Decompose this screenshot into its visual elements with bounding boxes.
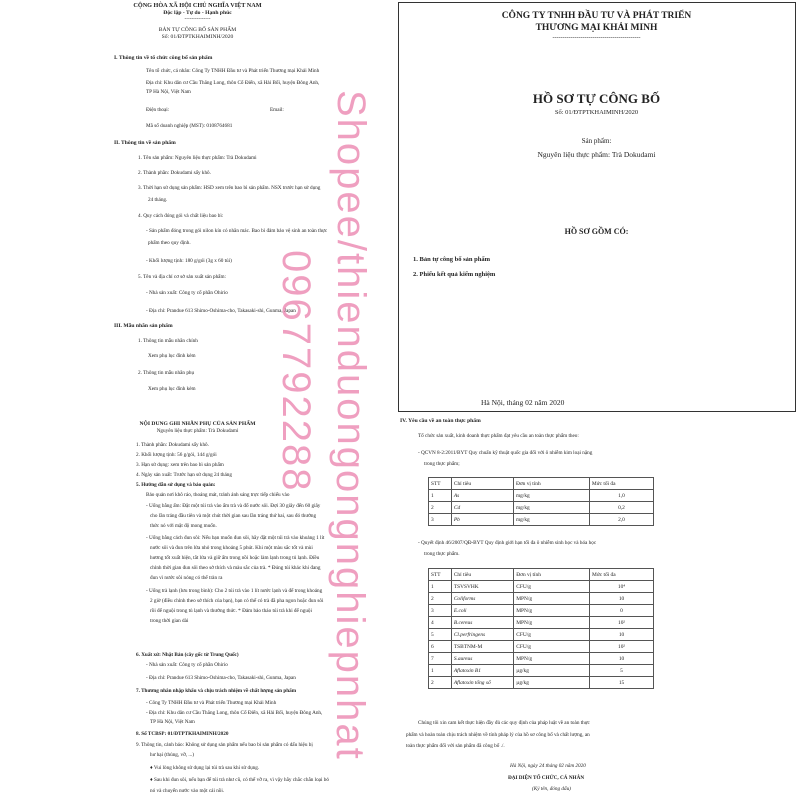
- cell: S.aureus: [451, 653, 513, 665]
- commitment-3: toàn thực phẩm đối với sản phẩm đã công bố ./.: [406, 743, 505, 749]
- usage-pot-3: thức nó với mật độ mong muốn.: [150, 523, 217, 529]
- cell: Aflatoxin tổng số: [451, 677, 513, 689]
- product-name-cover: Nguyên liệu thực phẩm: Trà Dokudami: [537, 150, 656, 159]
- standard-2-line-2: trong thực phẩm.: [424, 551, 460, 557]
- sub-label-see: Xem phụ lục đính kèm: [148, 386, 196, 392]
- signature-date: Hà Nội, ngày 24 tháng 02 năm 2020: [510, 763, 586, 769]
- cover-date: Hà Nội, tháng 02 năm 2020: [481, 398, 565, 407]
- commitment-1: Chúng tôi xin cam kết thực hiện đầy đủ các quy định của pháp luật về an toàn thực: [418, 720, 590, 726]
- product-ingredients: 2. Thành phần: Dokudami sấy khô.: [138, 170, 211, 176]
- manufacturer-address: - Địa chỉ: Prandue 613 Shimo-Oshima-cho, Takasaki-shi, Gunma, Japan: [146, 308, 296, 314]
- watermark-phone: 0967792288: [274, 250, 318, 493]
- table-row: [429, 677, 654, 689]
- cell: 1,0: [589, 490, 653, 502]
- usage-boil-4: chỉnh thời gian đun sôi theo sở thích và màu sắc của trà. * Đúng túi khác khi đang: [150, 565, 321, 571]
- org-tax-code: Mã số doanh nghiệp (MST): 0108764681: [146, 123, 233, 129]
- table-row: [429, 581, 654, 593]
- declaration-number: Số: 01/ĐTPTKHAIMINH/2020: [161, 34, 234, 40]
- cell: 7: [429, 653, 452, 665]
- col-header: Chỉ tiêu: [451, 478, 513, 490]
- cell: 10: [590, 653, 654, 665]
- safety-heading: IV. Yêu cầu về an toàn thực phẩm: [400, 418, 481, 424]
- label-storage: Bảo quản nơi khô ráo, thoáng mát, tránh ánh sáng trực tiếp chiếu vào: [146, 492, 290, 498]
- label-content-title: NỘI DUNG GHI NHÃN PHỤ CỦA SẢN PHẨM: [139, 421, 256, 427]
- cell: As: [451, 490, 513, 502]
- label-origin: 6. Xuất xứ: Nhật Bản (cây gốc từ Trung Quốc): [136, 652, 239, 658]
- org-phone: Điện thoại:: [146, 107, 170, 113]
- cell: mg/kg: [513, 490, 589, 502]
- table-row: [429, 629, 654, 641]
- label-manufacturer: - Nhà sản xuất: Công ty cổ phần Ohirio: [146, 662, 228, 668]
- heavy-metals-table: [428, 477, 654, 526]
- cell: 5: [429, 629, 452, 641]
- cell: µg/kg: [514, 677, 590, 689]
- microbiology-table: [428, 568, 654, 689]
- dossier-number: Số: 01/ĐTPTKHAIMINH/2020: [554, 109, 639, 116]
- dossier-title: HỒ SƠ TỰ CÔNG BỐ: [532, 91, 661, 106]
- standard-1-line-1: - QCVN 8-2:2011/BYT Quy chuẩn kỹ thuật quốc gia đối với ô nhiễm kim loại nặng: [418, 450, 593, 456]
- table-header: [429, 478, 654, 490]
- label-registration-number: 8. Số TCBSP: 01/ĐTPTKHAIMINH/2020: [136, 731, 229, 737]
- label-warning-3: ♦ Vui lòng không sử dụng lại túi trà sau khi sử dụng.: [150, 765, 260, 771]
- cell: µg/kg: [514, 665, 590, 677]
- declaration-title: BẢN TỰ CÔNG BỐ SẢN PHẨM: [158, 27, 237, 33]
- label-importer-heading: 7. Thương nhân nhập khẩu và chịu trách nhiệm về chất lượng sản phẩm: [136, 688, 297, 694]
- cell: mg/kg: [513, 514, 589, 526]
- cell: CFU/g: [514, 581, 590, 593]
- contents-title: HỒ SƠ GỒM CÓ:: [564, 227, 629, 236]
- main-label-see: Xem phụ lục đính kèm: [148, 353, 196, 359]
- cell: Coliforms: [451, 593, 513, 605]
- cell: 5: [590, 665, 654, 677]
- section-2-heading: II. Thông tin về sản phẩm: [114, 140, 176, 146]
- cell: Aflatoxin B1: [451, 665, 513, 677]
- table-header: [429, 569, 654, 581]
- cell: CFU/g: [514, 641, 590, 653]
- usage-cold-1: - Uống trà lạnh (lưu trong bình): Cho 2 túi trà vào 1 lít nước lạnh và để trong khoảng: [146, 588, 323, 594]
- cell: CFU/g: [514, 629, 590, 641]
- commitment-2: phẩm và hoàn toàn chịu trách nhiệm về tính pháp lý của hồ sơ công bố và chất lượng, an: [406, 732, 590, 738]
- label-manufacturer-address: - Địa chỉ: Prandue 613 Shimo-Oshima-cho, Takasaki-shi, Gunma, Japan: [146, 675, 296, 681]
- cell: TSVSVHK: [451, 581, 513, 593]
- manufacturer-heading: 5. Tên và địa chỉ cơ sở sản xuất sản phẩm:: [138, 274, 226, 280]
- cell: E.coli: [451, 605, 513, 617]
- usage-boil-2: nước sôi và đun trên lửa nhỏ trong khoảng 5 phút. Khi một màu sắc tốt và mùi: [150, 545, 313, 551]
- section-3-heading: III. Mẫu nhãn sản phẩm: [114, 323, 173, 329]
- cell: 3: [429, 514, 452, 526]
- org-address-2: TP Hà Nội, Việt Nam: [146, 89, 191, 95]
- usage-cold-3: rồi để nguội trong tủ lạnh và thưởng thức. * Đảm bảo tháo túi trà khi để nguội: [150, 608, 312, 614]
- cell: B.cereus: [451, 617, 513, 629]
- col-header: Đơn vị tính: [513, 478, 589, 490]
- label-expiry: 3. Hạn sử dụng: xem trên bao bì sản phẩm: [136, 462, 224, 468]
- org-name: Tên tổ chức, cá nhân: Công Ty TNHH Đầu tư và Phát triển Thương mại Khải Minh: [146, 68, 320, 74]
- usage-boil-1: - Uống bằng cách đun sôi: Nếu bạn muốn đun sôi, hãy đặt một túi trà vào khoảng 1 lít: [146, 535, 325, 541]
- cell: 1: [429, 665, 452, 677]
- cell: 0,2: [589, 502, 653, 514]
- cell: 15: [590, 677, 654, 689]
- section-1-heading: I. Thông tin về tổ chức công bố sản phẩm: [114, 55, 213, 61]
- contents-item-2: 2. Phiếu kết quả kiểm nghiệm: [413, 271, 496, 278]
- cell: 0: [590, 605, 654, 617]
- packaging-heading: 4. Quy cách đóng gói và chất liệu bao bì:: [138, 213, 224, 219]
- col-header: Mức tối đa: [589, 478, 653, 490]
- cell: 10: [590, 593, 654, 605]
- col-header: Chỉ tiêu: [451, 569, 513, 581]
- standard-1-line-2: trong thực phẩm;: [424, 461, 460, 467]
- usage-pot-2: cho lần tráng đầu tiên và một chút thời gian sau lần tráng thứ hai, sau đó thưởng: [150, 513, 317, 519]
- cell: MPN/g: [514, 617, 590, 629]
- label-importer-address-1: - Địa chỉ: Khu dân cư Cầu Thăng Long, thôn Cổ Điển, xã Hải Bối, huyện Đông Anh,: [146, 710, 323, 716]
- label-warning-4: ♦ Sau khi đun sôi, nếu bạn để túi trà như cũ, có thể vỡ ra, vì vậy hãy chắc chắn loại bỏ: [150, 777, 329, 783]
- cell: 1: [429, 581, 452, 593]
- manufacturer-name: - Nhà sản xuất: Công ty cổ phần Ohirio: [146, 290, 228, 296]
- signature-note: (Ký tên, đóng dấu): [532, 786, 571, 792]
- cell: 10: [590, 629, 654, 641]
- safety-requirements-page: [398, 418, 796, 800]
- packaging-1: - Sản phẩm đóng trong gói nilon kín có nhãn mác. Bao bì đảm bảo vệ sinh an toàn thực: [146, 228, 328, 234]
- label-ingredients: 1. Thành phần: Dokudami sấy khô.: [136, 442, 209, 448]
- company-divider: --------------------------------------------: [552, 35, 641, 41]
- table-row: [429, 514, 654, 526]
- dossier-cover: [398, 2, 796, 412]
- cell: 2: [429, 593, 452, 605]
- col-header: STT: [429, 478, 452, 490]
- label-importer-name: - Công Ty TNHH Đầu tư và Phát triển Thương mại Khải Minh: [146, 700, 277, 706]
- cell: 10²: [590, 617, 654, 629]
- contents-item-1: 1. Bản tự công bố sản phẩm: [413, 256, 491, 263]
- label-warning-5: nó và chuyển nước vào một cái nồi.: [150, 788, 225, 794]
- label-net-weight: 2. Khối lượng tịnh: 56 g/gói, 144 g/gói: [136, 452, 217, 458]
- usage-cold-4: trong thời gian dài: [150, 618, 189, 624]
- label-warning-1: 9. Thông tin, cảnh báo: Không sử dụng sản phẩm nếu bao bì sản phẩm có dấu hiệu bị: [136, 742, 313, 748]
- cell: MPN/g: [514, 605, 590, 617]
- packaging-2: phẩm theo quy định.: [148, 240, 191, 246]
- cell: 1: [429, 490, 452, 502]
- cell: 3: [429, 605, 452, 617]
- main-label-info: 1. Thông tin mẫu nhãn chính: [138, 338, 198, 344]
- org-email: Email:: [270, 107, 284, 113]
- usage-boil-5: đun vì nước sôi nóng có thể tràn ra: [150, 575, 223, 581]
- sub-label-info: 2. Thông tin mẫu nhãn phụ: [138, 370, 195, 376]
- cell: 2: [429, 502, 452, 514]
- watermark-shop: Shopee/thienduong: [329, 90, 373, 471]
- header-divider: ---------------: [184, 16, 211, 22]
- cell: 10²: [590, 641, 654, 653]
- cell: 4: [429, 617, 452, 629]
- table-row: [429, 502, 654, 514]
- label-content-subtitle: Nguyên liệu thực phẩm: Trà Dokudami: [156, 428, 239, 434]
- usage-boil-3: hương tốt xuất hiện, tắt lửa và giữ ấm trong nồi hoặc làm lạnh trong tủ lạnh. Điều: [150, 555, 320, 561]
- cell: 10⁴: [590, 581, 654, 593]
- product-name: 1. Tên sản phẩm: Nguyên liệu thực phẩm: Trà Dokudami: [138, 155, 257, 161]
- cell: 2,0: [589, 514, 653, 526]
- usage-pot-1: - Uống bằng ấm: Đặt một túi trà vào ấm trà và đổ nước sôi. Đợi 30 giây đến 60 giây: [146, 503, 321, 509]
- col-header: STT: [429, 569, 452, 581]
- table-row: [429, 617, 654, 629]
- company-name-1: CÔNG TY TNHH ĐẦU TƯ VÀ PHÁT TRIỂN: [501, 11, 692, 21]
- cell: Cl.perfringens: [451, 629, 513, 641]
- product-label: Sản phẩm:: [581, 137, 612, 145]
- cell: 2: [429, 677, 452, 689]
- table-row: [429, 653, 654, 665]
- table-row: [429, 641, 654, 653]
- label-mfg-date: 4. Ngày sản xuất: Trước hạn sử dụng 24 tháng: [136, 472, 232, 478]
- org-address-1: Địa chỉ: Khu dân cư Cầu Thăng Long, thôn Cổ Điển, xã Hải Bối, huyện Đông Anh,: [146, 80, 320, 86]
- net-weight: - Khối lượng tịnh: 180 g/gói (3g x 60 túi): [146, 258, 232, 264]
- col-header: Đơn vị tính: [514, 569, 590, 581]
- country-name: CỘNG HÒA XÃ HỘI CHỦ NGHĨA VIỆT NAM: [133, 2, 262, 9]
- table-row: [429, 665, 654, 677]
- cell: Cd: [451, 502, 513, 514]
- watermark-shop-2: ongnghiepnhat: [328, 470, 372, 761]
- shelf-life-1: 3. Thời hạn sử dụng sản phẩm: HSD xem trên bao bì sản phẩm. NSX trước hạn sử dụng: [138, 185, 321, 191]
- cell: mg/kg: [513, 502, 589, 514]
- usage-cold-2: 2 giờ (điều chỉnh theo sở thích của bạn), bạn có thể có trà đã pha ngon hoặc đun sôi: [150, 598, 324, 604]
- cell: TSBTNM-M: [451, 641, 513, 653]
- table-row: [429, 490, 654, 502]
- table-row: [429, 605, 654, 617]
- standard-2-line-1: - Quyết định 46/2007/QĐ-BYT Quy định giới hạn tối đa ô nhiễm sinh học và hóa học: [418, 540, 597, 546]
- label-warning-2: hư hại (thủng, vỡ, ...): [150, 752, 195, 758]
- cell: MPN/g: [514, 593, 590, 605]
- shelf-life-2: 24 tháng.: [148, 197, 168, 203]
- safety-intro: Tổ chức sản xuất, kinh doanh thực phẩm đạt yêu cầu an toàn thực phẩm theo:: [418, 433, 579, 439]
- company-name-2: THƯƠNG MẠI KHẢI MINH: [535, 23, 658, 33]
- cell: MPN/g: [514, 653, 590, 665]
- col-header: Mức tối đa: [590, 569, 654, 581]
- motto: Độc lập - Tự do - Hạnh phúc: [163, 10, 232, 16]
- table-row: [429, 593, 654, 605]
- signature-title: ĐẠI DIỆN TỔ CHỨC, CÁ NHÂN: [508, 775, 585, 781]
- cell: 6: [429, 641, 452, 653]
- label-usage-heading: 5. Hướng dẫn sử dụng và bảo quản:: [136, 482, 216, 488]
- cell: Pb: [451, 514, 513, 526]
- label-importer-address-2: TP Hà Nội, Việt Nam: [150, 719, 195, 725]
